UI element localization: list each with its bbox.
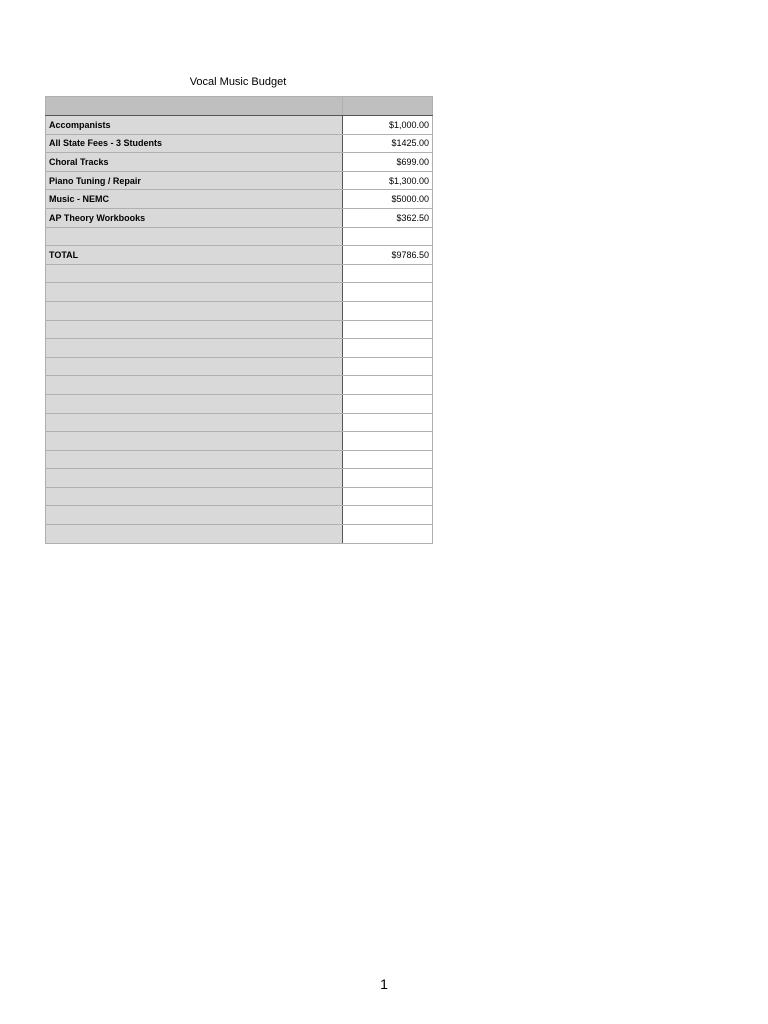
- row-item-cell: [46, 413, 343, 432]
- row-item-cell: [46, 450, 343, 469]
- row-item-cell: [46, 394, 343, 413]
- table-row: [46, 432, 433, 451]
- table-row: [46, 413, 433, 432]
- row-item-cell: [46, 301, 343, 320]
- table-header-row: [46, 97, 433, 116]
- row-item-cell: Piano Tuning / Repair: [46, 171, 343, 190]
- table-row: [46, 301, 433, 320]
- table-row: [46, 506, 433, 525]
- row-amount-cell: [343, 413, 433, 432]
- table-row: [46, 246, 433, 265]
- table-row: [46, 450, 433, 469]
- row-amount-cell: [343, 339, 433, 358]
- table-row: [46, 283, 433, 302]
- row-item-cell: Choral Tracks: [46, 153, 343, 172]
- table-row: [46, 208, 433, 227]
- table-row: [46, 487, 433, 506]
- page-number: 1: [380, 976, 388, 992]
- row-amount-cell: [343, 506, 433, 525]
- row-item-cell: Music - NEMC: [46, 190, 343, 209]
- row-item-cell: [46, 357, 343, 376]
- row-amount-cell: [343, 376, 433, 395]
- row-item-cell: [46, 283, 343, 302]
- row-item-cell: [46, 432, 343, 451]
- table-row: [46, 376, 433, 395]
- table-row: [46, 116, 433, 135]
- row-amount-cell: [343, 264, 433, 283]
- header-cell-amount: [343, 97, 433, 116]
- header-cell-item: [46, 97, 343, 116]
- row-item-cell: [46, 525, 343, 544]
- row-amount-cell: $699.00: [343, 153, 433, 172]
- row-item-cell: Accompanists: [46, 116, 343, 135]
- row-amount-cell: [343, 394, 433, 413]
- table-row: [46, 190, 433, 209]
- table-row: [46, 469, 433, 488]
- row-amount-cell: [343, 432, 433, 451]
- table-row: [46, 339, 433, 358]
- row-amount-cell: [343, 227, 433, 246]
- row-amount-cell: $5000.00: [343, 190, 433, 209]
- row-amount-cell: $1,000.00: [343, 116, 433, 135]
- table-row: [46, 153, 433, 172]
- row-item-cell: [46, 227, 343, 246]
- row-item-cell: [46, 469, 343, 488]
- table-row: [46, 134, 433, 153]
- row-item-cell: AP Theory Workbooks: [46, 208, 343, 227]
- row-amount-cell: [343, 320, 433, 339]
- table-row: [46, 357, 433, 376]
- row-item-cell: [46, 339, 343, 358]
- row-amount-cell: [343, 283, 433, 302]
- row-amount-cell: [343, 525, 433, 544]
- row-amount-cell: [343, 450, 433, 469]
- table-row: [46, 227, 433, 246]
- row-amount-cell: [343, 469, 433, 488]
- document-title: Vocal Music Budget: [189, 76, 287, 88]
- table-row: [46, 525, 433, 544]
- row-amount-cell: $1,300.00: [343, 171, 433, 190]
- row-item-cell: [46, 506, 343, 525]
- budget-table: [45, 96, 433, 544]
- row-item-cell: All State Fees - 3 Students: [46, 134, 343, 153]
- row-item-cell: [46, 320, 343, 339]
- table-row: [46, 264, 433, 283]
- table-row: [46, 171, 433, 190]
- table-row: [46, 394, 433, 413]
- row-item-cell: [46, 264, 343, 283]
- row-amount-cell: $362.50: [343, 208, 433, 227]
- row-item-cell: [46, 487, 343, 506]
- table-row: [46, 320, 433, 339]
- row-item-cell: [46, 376, 343, 395]
- row-amount-cell: [343, 487, 433, 506]
- row-amount-cell: $9786.50: [343, 246, 433, 265]
- row-amount-cell: [343, 357, 433, 376]
- row-item-cell: TOTAL: [46, 246, 343, 265]
- row-amount-cell: $1425.00: [343, 134, 433, 153]
- row-amount-cell: [343, 301, 433, 320]
